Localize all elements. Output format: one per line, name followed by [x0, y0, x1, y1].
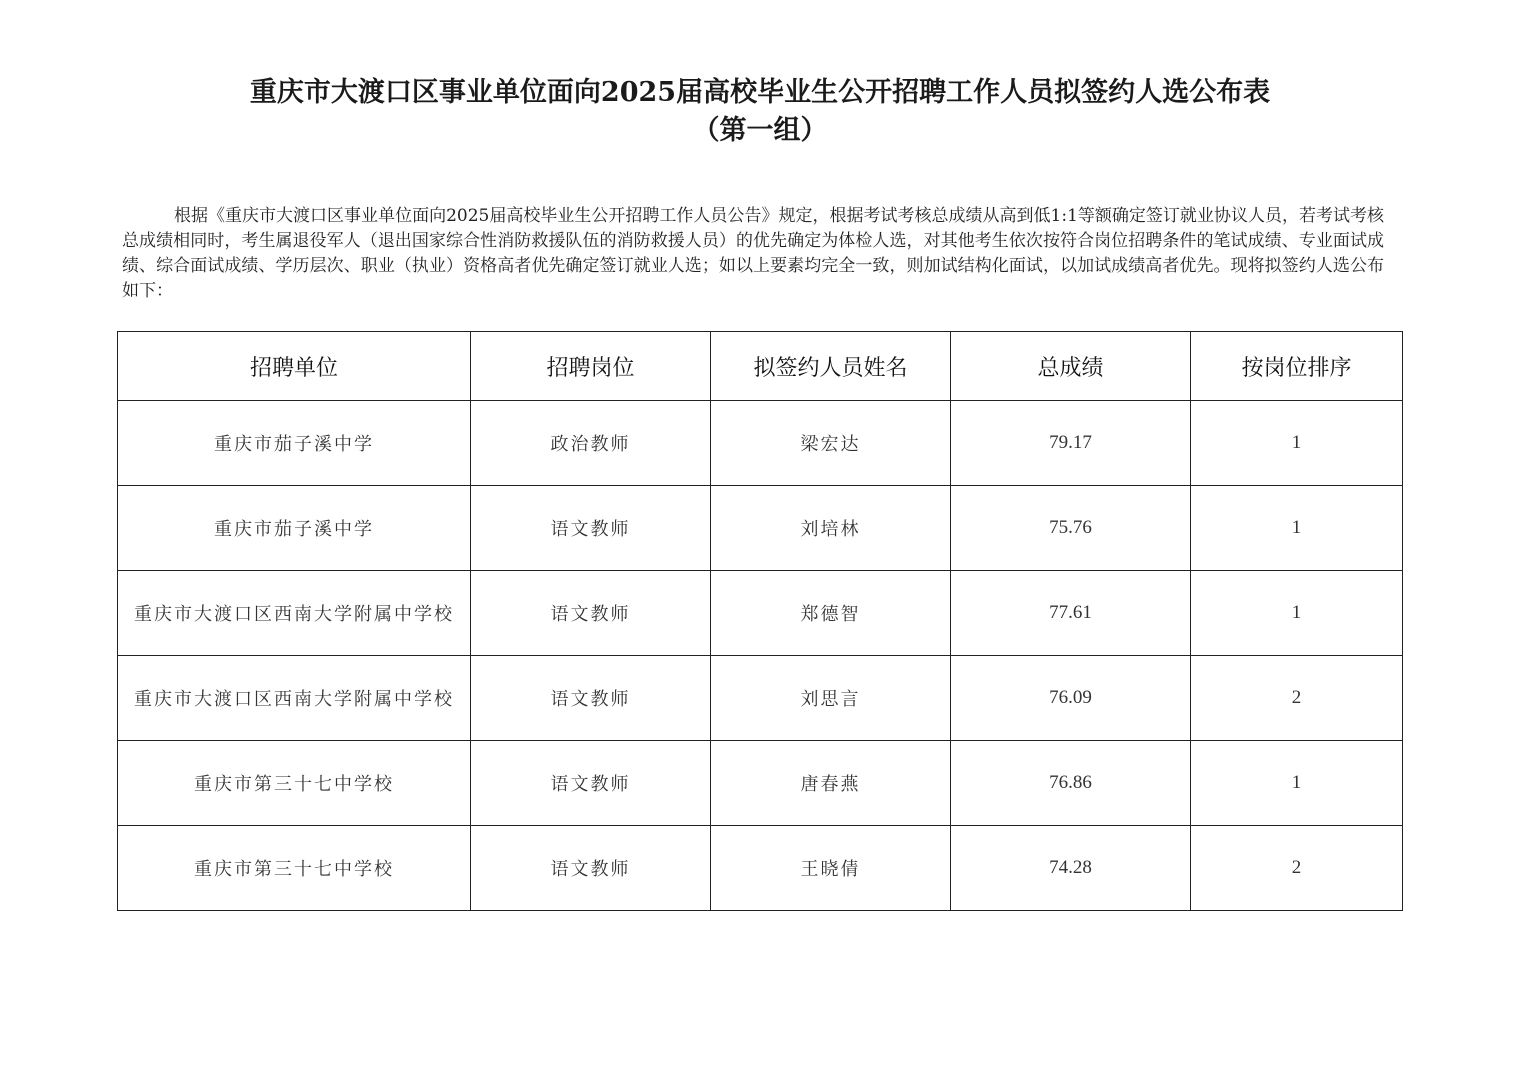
cell-score: 75.76 [951, 486, 1191, 571]
cell-rank: 1 [1191, 741, 1403, 826]
table-row [118, 571, 1403, 656]
cell-unit: 重庆市茄子溪中学 [118, 401, 471, 486]
table-row [118, 826, 1403, 911]
cell-rank: 1 [1191, 486, 1403, 571]
cell-unit: 重庆市大渡口区西南大学附属中学校 [118, 656, 471, 741]
candidate-table [117, 331, 1403, 911]
cell-post: 语文教师 [471, 571, 711, 656]
table-row [118, 656, 1403, 741]
header-rank: 按岗位排序 [1191, 332, 1403, 401]
cell-post: 语文教师 [471, 826, 711, 911]
cell-name: 王晓倩 [711, 826, 951, 911]
table-row [118, 741, 1403, 826]
cell-unit: 重庆市茄子溪中学 [118, 486, 471, 571]
cell-name: 梁宏达 [711, 401, 951, 486]
document-title: 重庆市大渡口区事业单位面向2025届高校毕业生公开招聘工作人员拟签约人选公布表 [249, 77, 1271, 108]
cell-unit: 重庆市第三十七中学校 [118, 741, 471, 826]
cell-post: 政治教师 [471, 401, 711, 486]
cell-name: 刘培林 [711, 486, 951, 571]
header-post: 招聘岗位 [471, 332, 711, 401]
cell-rank: 1 [1191, 401, 1403, 486]
cell-post: 语文教师 [471, 741, 711, 826]
cell-score: 77.61 [951, 571, 1191, 656]
cell-rank: 2 [1191, 656, 1403, 741]
cell-post: 语文教师 [471, 486, 711, 571]
cell-score: 79.17 [951, 401, 1191, 486]
cell-rank: 2 [1191, 826, 1403, 911]
cell-unit: 重庆市第三十七中学校 [118, 826, 471, 911]
table-header-row [118, 332, 1403, 401]
cell-name: 唐春燕 [711, 741, 951, 826]
cell-name: 刘思言 [711, 656, 951, 741]
cell-unit: 重庆市大渡口区西南大学附属中学校 [118, 571, 471, 656]
cell-rank: 1 [1191, 571, 1403, 656]
header-unit: 招聘单位 [118, 332, 471, 401]
cell-name: 郑德智 [711, 571, 951, 656]
intro-paragraph: 根据《重庆市大渡口区事业单位面向2025届高校毕业生公开招聘工作人员公告》规定，根据考试考核总成绩从高到低1:1等额确定签订就业协议人员，若考试考核总成绩相同时，考生属退役军人（退出国家综合性消防救援队伍的消防救援人员）的优先确定为体检人选，对其他考生依次按符合岗位招聘条件的笔试成绩、专业面试成绩、综合面试成绩、学历层次、职业（执业）资格高者优先确定签订就业人选；如以上要素均完全一致，则加试结构化面试，以加试成绩高者优先。现将拟签约人选公布如下： [122, 206, 1384, 301]
cell-score: 76.86 [951, 741, 1191, 826]
cell-post: 语文教师 [471, 656, 711, 741]
cell-score: 74.28 [951, 826, 1191, 911]
cell-score: 76.09 [951, 656, 1191, 741]
header-name: 拟签约人员姓名 [711, 332, 951, 401]
table-row [118, 401, 1403, 486]
header-score: 总成绩 [951, 332, 1191, 401]
table-row [118, 486, 1403, 571]
document-subtitle: （第一组） [692, 115, 828, 146]
